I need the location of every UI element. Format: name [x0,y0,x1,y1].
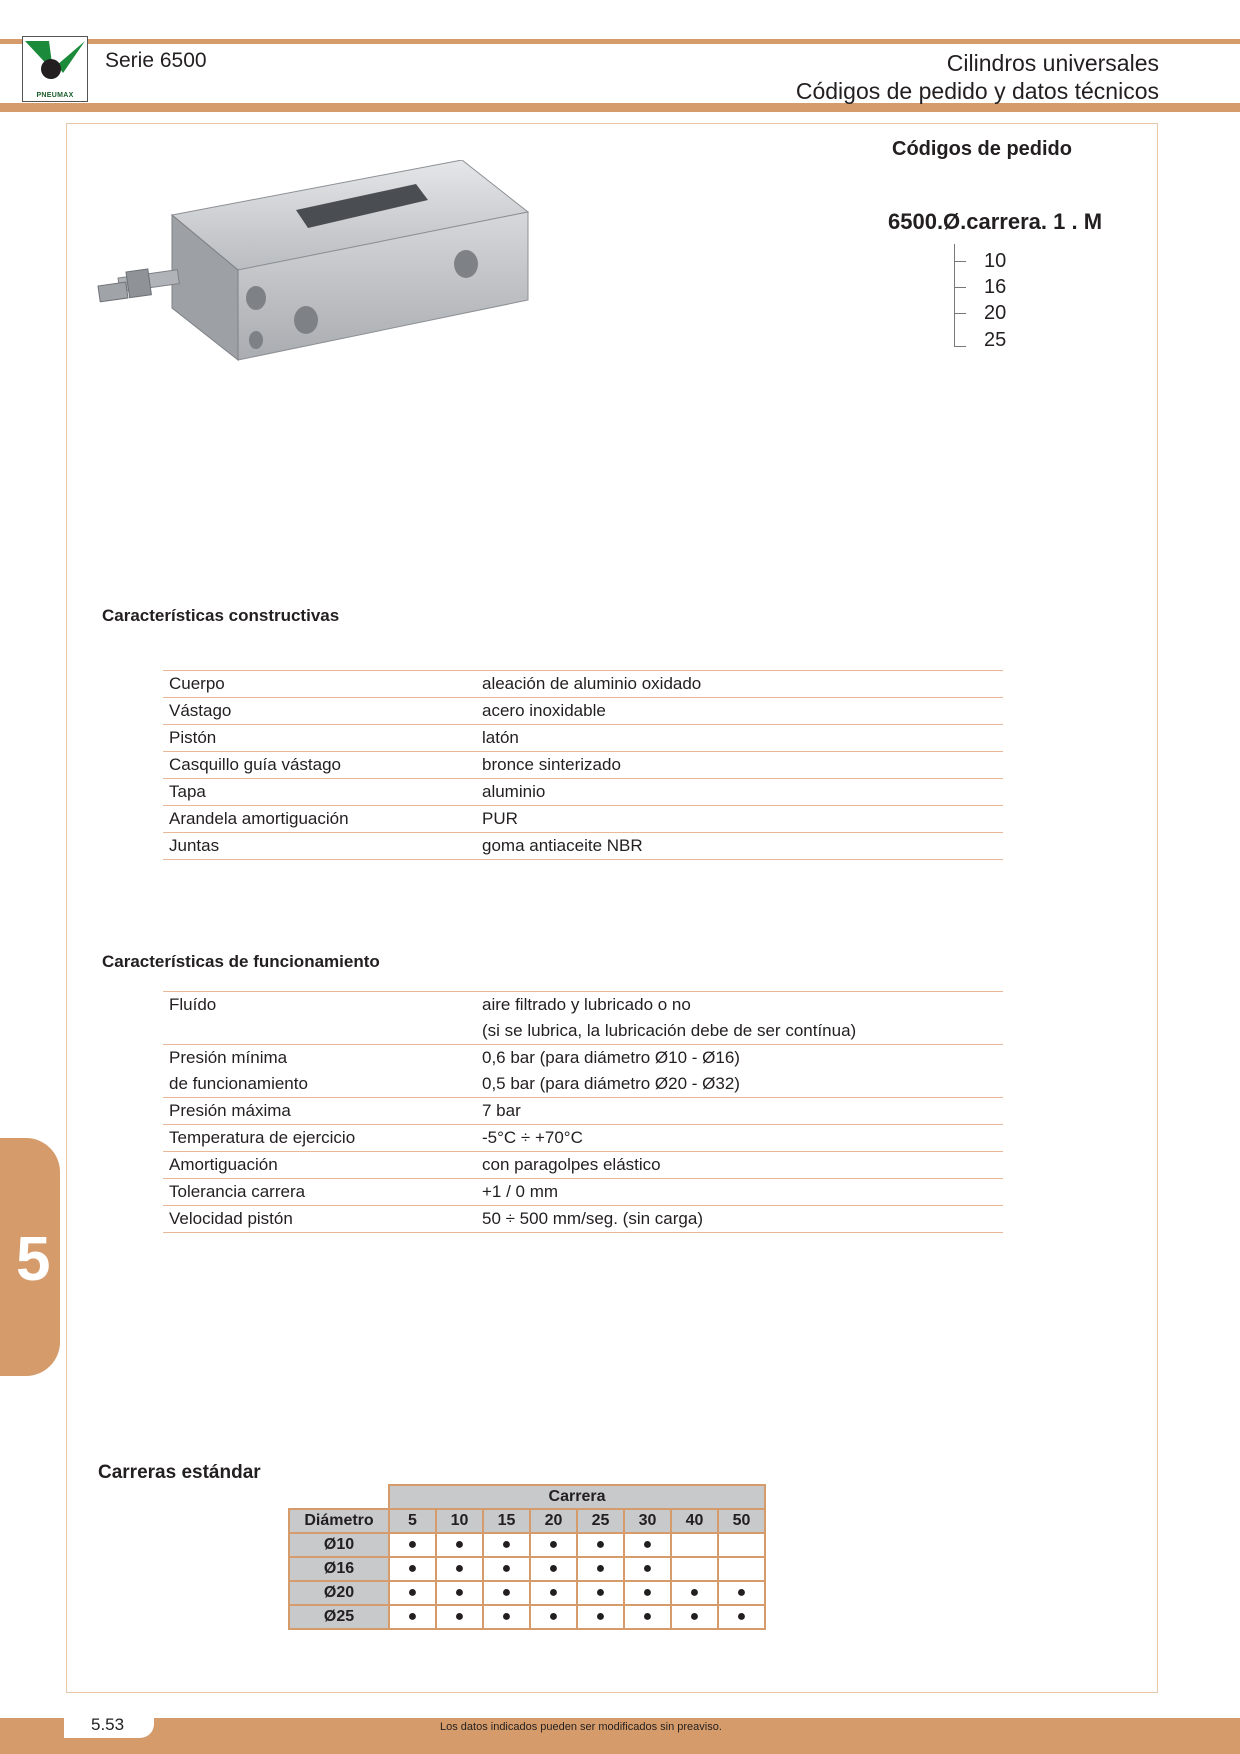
available-mark: ● [436,1581,483,1605]
spec-value: aleación de aluminio oxidado [476,671,1003,698]
spec-value: bronce sinterizado [476,752,1003,779]
empty-cell [289,1485,389,1509]
code-tree-tick [954,313,966,314]
order-code: 6500.Ø.carrera. 1 . M [888,209,1103,234]
code-tree-tick [954,346,966,347]
strokes-body [289,1533,765,1629]
table-header-row [289,1485,765,1509]
series-label: Serie 6500 [105,49,207,72]
stroke-column: 20 [530,1509,577,1533]
stroke-column: 30 [624,1509,671,1533]
diameter-cell: Ø20 [289,1581,389,1605]
stroke-column: 10 [436,1509,483,1533]
table-row [163,1098,1003,1125]
chapter-number: 5 [16,1225,51,1294]
spec-label: Velocidad pistón [163,1206,476,1233]
spec-value: acero inoxidable [476,698,1003,725]
spec-label: Juntas [163,833,476,860]
page-title-line2: Códigos de pedido y datos técnicos [795,78,1159,104]
table-row [163,725,1003,752]
available-mark: ● [483,1605,530,1629]
available-mark: ● [389,1605,436,1629]
available-mark: ● [530,1557,577,1581]
page-title-line1: Cilindros universales [946,50,1159,76]
available-mark: ● [624,1533,671,1557]
table-row [163,698,1003,725]
available-mark: ● [389,1533,436,1557]
empty-cell [671,1557,718,1581]
diameter-cell: Ø10 [289,1533,389,1557]
diameter-option: 16 [984,276,1007,298]
code-tree-tick [954,287,966,288]
table-row [163,752,1003,779]
table-row [163,833,1003,860]
table-row [163,1125,1003,1152]
operation-table [163,991,1003,1233]
table-row [163,1179,1003,1206]
table-row [163,1045,1003,1072]
spec-label: Presión mínima [169,1048,288,1067]
stroke-column: 5 [389,1509,436,1533]
available-mark: ● [577,1605,624,1629]
spec-value: (si se lubrica, la lubricación debe de ser contínua) [476,1018,1003,1045]
strokes-title: Carreras estándar [98,1462,261,1483]
available-mark: ● [718,1605,765,1629]
available-mark: ● [624,1557,671,1581]
spec-label: Tolerancia carrera [163,1179,476,1206]
diameter-header: Diámetro [289,1509,389,1533]
spec-value: goma antiaceite NBR [476,833,1003,860]
spec-label: Presión máxima [163,1098,476,1125]
spec-label: Pistón [163,725,476,752]
code-tree-tick [954,261,966,262]
spec-value: +1 / 0 mm [476,1179,1003,1206]
empty-cell [671,1533,718,1557]
strokes-table [288,1484,766,1630]
spec-label: Temperatura de ejercicio [163,1125,476,1152]
stroke-column: 25 [577,1509,624,1533]
spec-value: aire filtrado y lubricado o no [476,992,1003,1019]
available-mark: ● [530,1533,577,1557]
table-row [163,992,1003,1019]
spec-value: 0,5 bar (para diámetro Ø20 - Ø32) [476,1071,1003,1098]
logo-text: PNEUMAX [36,92,74,99]
available-mark: ● [577,1533,624,1557]
stroke-column: 50 [718,1509,765,1533]
spec-label: Cuerpo [163,671,476,698]
header-rule-top [0,39,1240,44]
cylinder-product-image [96,160,536,410]
table-row [163,806,1003,833]
available-mark: ● [436,1605,483,1629]
operation-title: Características de funcionamiento [102,952,380,971]
available-mark: ● [577,1557,624,1581]
construction-table [163,670,1003,860]
spec-label: de funcionamiento [163,1071,476,1098]
page-title [796,49,1159,105]
diameter-option: 10 [984,250,1007,272]
table-row [289,1605,765,1629]
table-row [163,779,1003,806]
available-mark: ● [671,1581,718,1605]
construction-title: Características constructivas [102,606,340,625]
stroke-column: 40 [671,1509,718,1533]
available-mark: ● [483,1581,530,1605]
page-number: 5.53 [91,1715,125,1734]
spec-label: Fluído [163,992,476,1019]
available-mark: ● [671,1605,718,1629]
diameter-cell: Ø16 [289,1557,389,1581]
table-row [163,1206,1003,1233]
diameter-cell: Ø25 [289,1605,389,1629]
diameter-option: 25 [984,329,1007,351]
available-mark: ● [718,1581,765,1605]
spec-label: Amortiguación [163,1152,476,1179]
available-mark: ● [530,1581,577,1605]
empty-cell [718,1533,765,1557]
table-row [289,1581,765,1605]
spec-value: PUR [476,806,1003,833]
table-row [289,1533,765,1557]
footer-note: Los datos indicados pueden ser modificados sin preaviso. [440,1721,722,1733]
table-row [163,1152,1003,1179]
available-mark: ● [624,1605,671,1629]
available-mark: ● [436,1557,483,1581]
spec-value: con paragolpes elástico [476,1152,1003,1179]
spec-value: aluminio [476,779,1003,806]
available-mark: ● [624,1581,671,1605]
company-logo [22,36,88,102]
spec-label: Vástago [163,698,476,725]
spec-label: Casquillo guía vástago [163,752,476,779]
spec-label: Arandela amortiguación [163,806,476,833]
logo-mark-icon [23,37,87,93]
empty-cell [718,1557,765,1581]
table-header-row [289,1509,765,1533]
spec-value: latón [476,725,1003,752]
spec-value: 50 ÷ 500 mm/seg. (sin carga) [476,1206,1003,1233]
available-mark: ● [483,1557,530,1581]
stroke-group-header: Carrera [389,1485,765,1509]
spec-value: -5°C ÷ +70°C [476,1125,1003,1152]
spec-label: Tapa [163,779,476,806]
table-row [289,1557,765,1581]
spec-value: 7 bar [476,1098,1003,1125]
table-row [163,671,1003,698]
code-tree-line [954,244,955,347]
available-mark: ● [483,1533,530,1557]
available-mark: ● [389,1557,436,1581]
available-mark: ● [389,1581,436,1605]
spec-value: 0,6 bar (para diámetro Ø10 - Ø16) [482,1048,740,1067]
available-mark: ● [530,1605,577,1629]
order-codes-title: Códigos de pedido [892,138,1072,160]
available-mark: ● [577,1581,624,1605]
spec-label [163,1018,476,1045]
table-row [163,1071,1003,1098]
table-row [163,1018,1003,1045]
stroke-column: 15 [483,1509,530,1533]
available-mark: ● [436,1533,483,1557]
diameter-option: 20 [984,302,1007,324]
